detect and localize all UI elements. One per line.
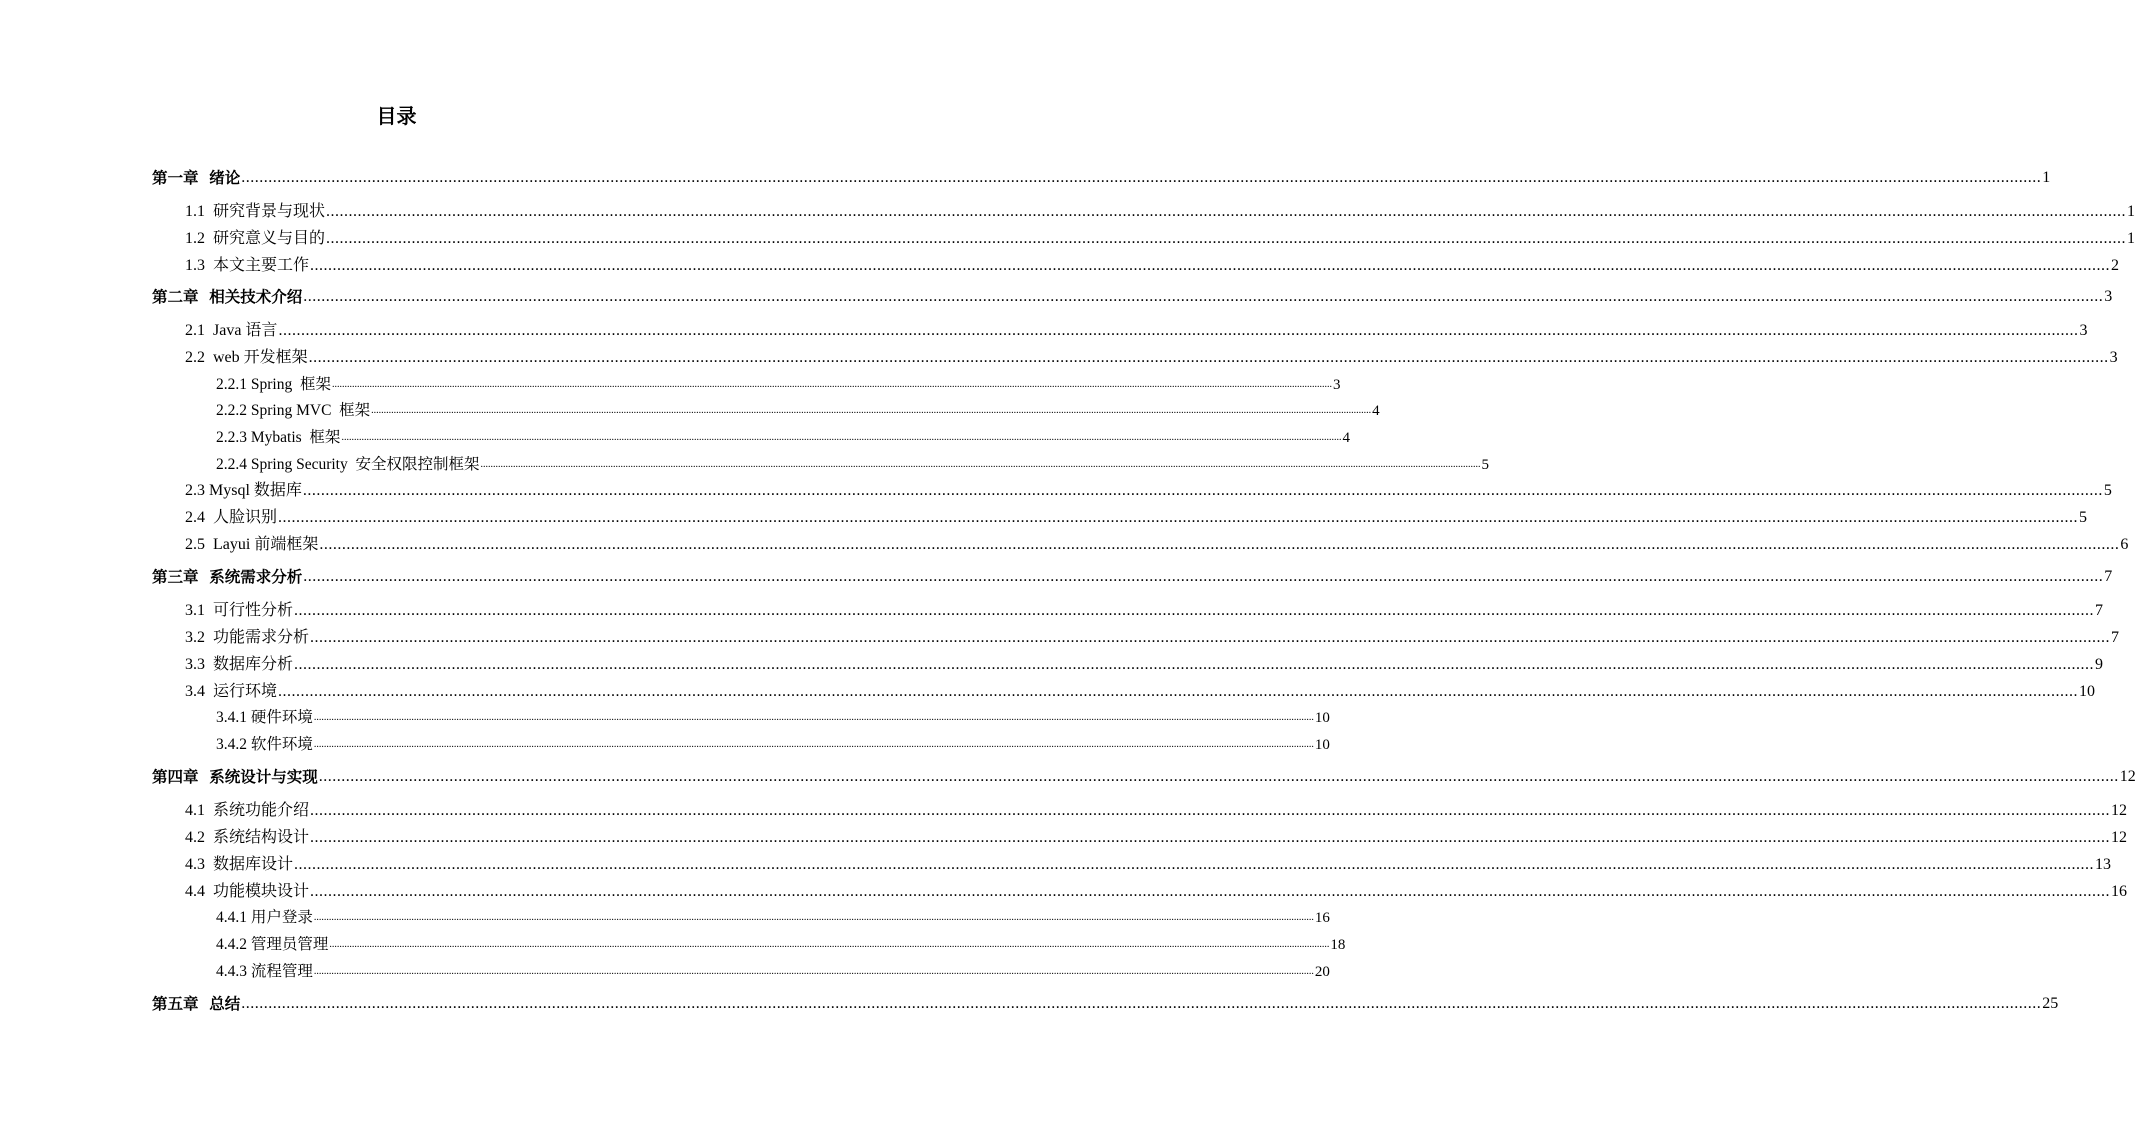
toc-entry[interactable] <box>185 346 2118 368</box>
dot-leader: ................................................................................................................................................................................................................................................................................................................................................................................................................ <box>310 829 2111 846</box>
dot-leader: ................................................................................................................................................................................................................................................................................................................................................................................................................ <box>319 536 2120 553</box>
toc-entry-page-number: 3 <box>2079 322 2088 339</box>
toc-entry[interactable] <box>216 706 1330 728</box>
toc-entry-label: 2.3 Mysql 数据库 <box>185 482 302 499</box>
dot-leader: ................................................................................................................................................................................................................................................................................................................................................................................................................ <box>241 995 2042 1012</box>
toc-entry[interactable] <box>185 227 2136 249</box>
toc-entry-label: 2.2 web 开发框架 <box>185 349 308 366</box>
toc-entry[interactable] <box>216 399 1380 421</box>
dot-leader: ................................................................................................................................................................................................................................................................................................................................................................................................................ <box>294 856 2095 873</box>
toc-entry-page-number: 1 <box>2042 169 2051 186</box>
toc-entry-page-number: 16 <box>2111 883 2128 900</box>
toc-entry-label: 第五章 总结 <box>152 995 241 1013</box>
toc-entry[interactable] <box>216 933 1346 955</box>
toc-entry-page-number: 4 <box>1342 430 1350 446</box>
dot-leader: ................................................................................................................................................................................................................................................................................................................................................................................................................ <box>310 257 2111 274</box>
dot-leader: ................................................................................................................................................................................................................................................................................................................................................................................................................ <box>241 169 2042 186</box>
toc-entry[interactable] <box>185 680 2096 702</box>
toc-entry-label: 3.4.1 硬件环境 <box>216 709 313 726</box>
toc-entry-page-number: 7 <box>2095 602 2104 619</box>
toc-entry-page-number: 5 <box>1481 457 1489 473</box>
toc-entry-label: 3.3 数据库分析 <box>185 656 294 673</box>
toc-entry[interactable] <box>185 599 2104 621</box>
toc-entry[interactable] <box>185 653 2104 675</box>
toc-entry-label: 4.4.1 用户登录 <box>216 909 313 926</box>
toc-entry-page-number: 3 <box>2104 288 2113 305</box>
toc-entry-page-number: 7 <box>2111 629 2120 646</box>
dot-leader: ................................................................................................................................................................................................................................................................................................................................................................................................................ <box>303 288 2104 305</box>
toc-entry-label: 4.2 系统结构设计 <box>185 829 310 846</box>
toc-entry[interactable] <box>216 906 1330 928</box>
dot-leader: ................................................................................................................................................................................................................................................................................................................................................................................................................ <box>308 349 2109 366</box>
toc-entry-label: 3.2 功能需求分析 <box>185 629 310 646</box>
toc-entry[interactable] <box>185 626 2120 648</box>
toc-entry[interactable] <box>185 880 2128 902</box>
dot-leader: ................................................................................................................................................................................................................................................................................................................................................................................................................ <box>318 768 2119 785</box>
toc-entry-page-number: 20 <box>1314 964 1330 980</box>
toc-entry[interactable] <box>185 506 2088 528</box>
toc-entry[interactable] <box>216 733 1330 755</box>
toc-entry-label: 2.2.4 Spring Security 安全权限控制框架 <box>216 456 480 473</box>
dot-leader: ................................................................................................................................................................................................................................................................................................................................................................................................................ <box>313 912 1314 923</box>
toc-entry-page-number: 9 <box>2095 656 2104 673</box>
dot-leader: ................................................................................................................................................................................................................................................................................................................................................................................................................ <box>278 683 2079 700</box>
toc-entry[interactable] <box>185 826 2128 848</box>
toc-entry-page-number: 5 <box>2079 509 2088 526</box>
toc-entry-page-number: 25 <box>2042 995 2059 1012</box>
toc-entry-label: 4.4.3 流程管理 <box>216 963 313 980</box>
dot-leader: ................................................................................................................................................................................................................................................................................................................................................................................................................ <box>278 509 2079 526</box>
dot-leader: ................................................................................................................................................................................................................................................................................................................................................................................................................ <box>331 379 1332 390</box>
dot-leader: ................................................................................................................................................................................................................................................................................................................................................................................................................ <box>302 482 2103 499</box>
dot-leader: ................................................................................................................................................................................................................................................................................................................................................................................................................ <box>313 712 1314 723</box>
toc-entry-page-number: 12 <box>2119 768 2136 785</box>
toc-title: 目录 <box>376 104 417 128</box>
toc-entry[interactable] <box>152 565 2113 587</box>
toc-entry[interactable] <box>185 533 2129 555</box>
toc-entry-page-number: 12 <box>2111 802 2128 819</box>
dot-leader: ................................................................................................................................................................................................................................................................................................................................................................................................................ <box>371 405 1372 416</box>
toc-entry[interactable] <box>152 765 2136 787</box>
toc-entry[interactable] <box>185 799 2128 821</box>
dot-leader: ................................................................................................................................................................................................................................................................................................................................................................................................................ <box>313 966 1314 977</box>
dot-leader: ................................................................................................................................................................................................................................................................................................................................................................................................................ <box>326 203 2127 220</box>
toc-entry-label: 2.1 Java 语言 <box>185 322 278 339</box>
toc-entry[interactable] <box>185 853 2112 875</box>
toc-entry-page-number: 10 <box>1314 710 1330 726</box>
dot-leader: ................................................................................................................................................................................................................................................................................................................................................................................................................ <box>310 802 2111 819</box>
dot-leader: ................................................................................................................................................................................................................................................................................................................................................................................................................ <box>329 939 1330 950</box>
toc-entry-page-number: 12 <box>2111 829 2128 846</box>
toc-entry-label: 2.5 Layui 前端框架 <box>185 536 319 553</box>
toc-entry-label: 4.3 数据库设计 <box>185 856 294 873</box>
toc-entry-page-number: 7 <box>2104 568 2113 585</box>
toc-entry-label: 第三章 系统需求分析 <box>152 568 303 586</box>
toc-entry-page-number: 18 <box>1330 937 1346 953</box>
toc-entry-page-number: 6 <box>2120 536 2129 553</box>
toc-entry[interactable] <box>216 453 1489 475</box>
toc-entry-page-number: 2 <box>2111 257 2120 274</box>
toc-entry-page-number: 3 <box>1332 377 1341 393</box>
toc-entry[interactable] <box>185 254 2120 276</box>
toc-entry[interactable] <box>216 426 1350 448</box>
toc-entry-page-number: 1 <box>2127 203 2136 220</box>
dot-leader: ................................................................................................................................................................................................................................................................................................................................................................................................................ <box>278 322 2079 339</box>
toc-entry-label: 4.4 功能模块设计 <box>185 883 310 900</box>
toc-entry[interactable] <box>185 479 2112 501</box>
toc-entry-label: 3.1 可行性分析 <box>185 602 294 619</box>
toc-entry-label: 3.4.2 软件环境 <box>216 736 313 753</box>
dot-leader: ................................................................................................................................................................................................................................................................................................................................................................................................................ <box>480 459 1481 470</box>
toc-entry[interactable] <box>216 373 1341 395</box>
toc-entry-label: 第四章 系统设计与实现 <box>152 768 318 786</box>
toc-entry-label: 1.3 本文主要工作 <box>185 257 310 274</box>
toc-entry[interactable] <box>185 200 2136 222</box>
dot-leader: ................................................................................................................................................................................................................................................................................................................................................................................................................ <box>294 656 2095 673</box>
toc-entry[interactable] <box>152 285 2113 307</box>
toc-entry-page-number: 10 <box>1314 737 1330 753</box>
toc-entry-page-number: 4 <box>1372 403 1380 419</box>
toc-entry-label: 2.4 人脸识别 <box>185 509 278 526</box>
toc-entry-label: 1.1 研究背景与现状 <box>185 203 326 220</box>
toc-entry[interactable] <box>216 960 1330 982</box>
dot-leader: ................................................................................................................................................................................................................................................................................................................................................................................................................ <box>310 883 2111 900</box>
toc-entry[interactable] <box>152 166 2051 188</box>
dot-leader: ................................................................................................................................................................................................................................................................................................................................................................................................................ <box>310 629 2111 646</box>
toc-entry[interactable] <box>152 992 2059 1014</box>
dot-leader: ................................................................................................................................................................................................................................................................................................................................................................................................................ <box>313 739 1314 750</box>
toc-entry[interactable] <box>185 319 2088 341</box>
toc-entry-page-number: 10 <box>2079 683 2096 700</box>
toc-entry-label: 第一章 绪论 <box>152 169 241 187</box>
toc-entry-label: 2.2.3 Mybatis 框架 <box>216 429 341 446</box>
toc-entry-label: 3.4 运行环境 <box>185 683 278 700</box>
toc-entry-page-number: 5 <box>2103 482 2112 499</box>
toc-entry-label: 1.2 研究意义与目的 <box>185 230 326 247</box>
toc-entry-page-number: 16 <box>1314 910 1330 926</box>
toc-entry-page-number: 13 <box>2095 856 2112 873</box>
toc-entry-label: 2.2.2 Spring MVC 框架 <box>216 402 371 419</box>
toc-entry-page-number: 3 <box>2109 349 2118 366</box>
toc-entry-label: 4.1 系统功能介绍 <box>185 802 310 819</box>
toc-entry-label: 4.4.2 管理员管理 <box>216 936 329 953</box>
toc-entry-label: 第二章 相关技术介绍 <box>152 288 303 306</box>
dot-leader: ................................................................................................................................................................................................................................................................................................................................................................................................................ <box>341 432 1342 443</box>
toc-entry-page-number: 1 <box>2127 230 2136 247</box>
dot-leader: ................................................................................................................................................................................................................................................................................................................................................................................................................ <box>303 568 2104 585</box>
dot-leader: ................................................................................................................................................................................................................................................................................................................................................................................................................ <box>326 230 2127 247</box>
toc-entry-label: 2.2.1 Spring 框架 <box>216 376 331 393</box>
dot-leader: ................................................................................................................................................................................................................................................................................................................................................................................................................ <box>294 602 2095 619</box>
